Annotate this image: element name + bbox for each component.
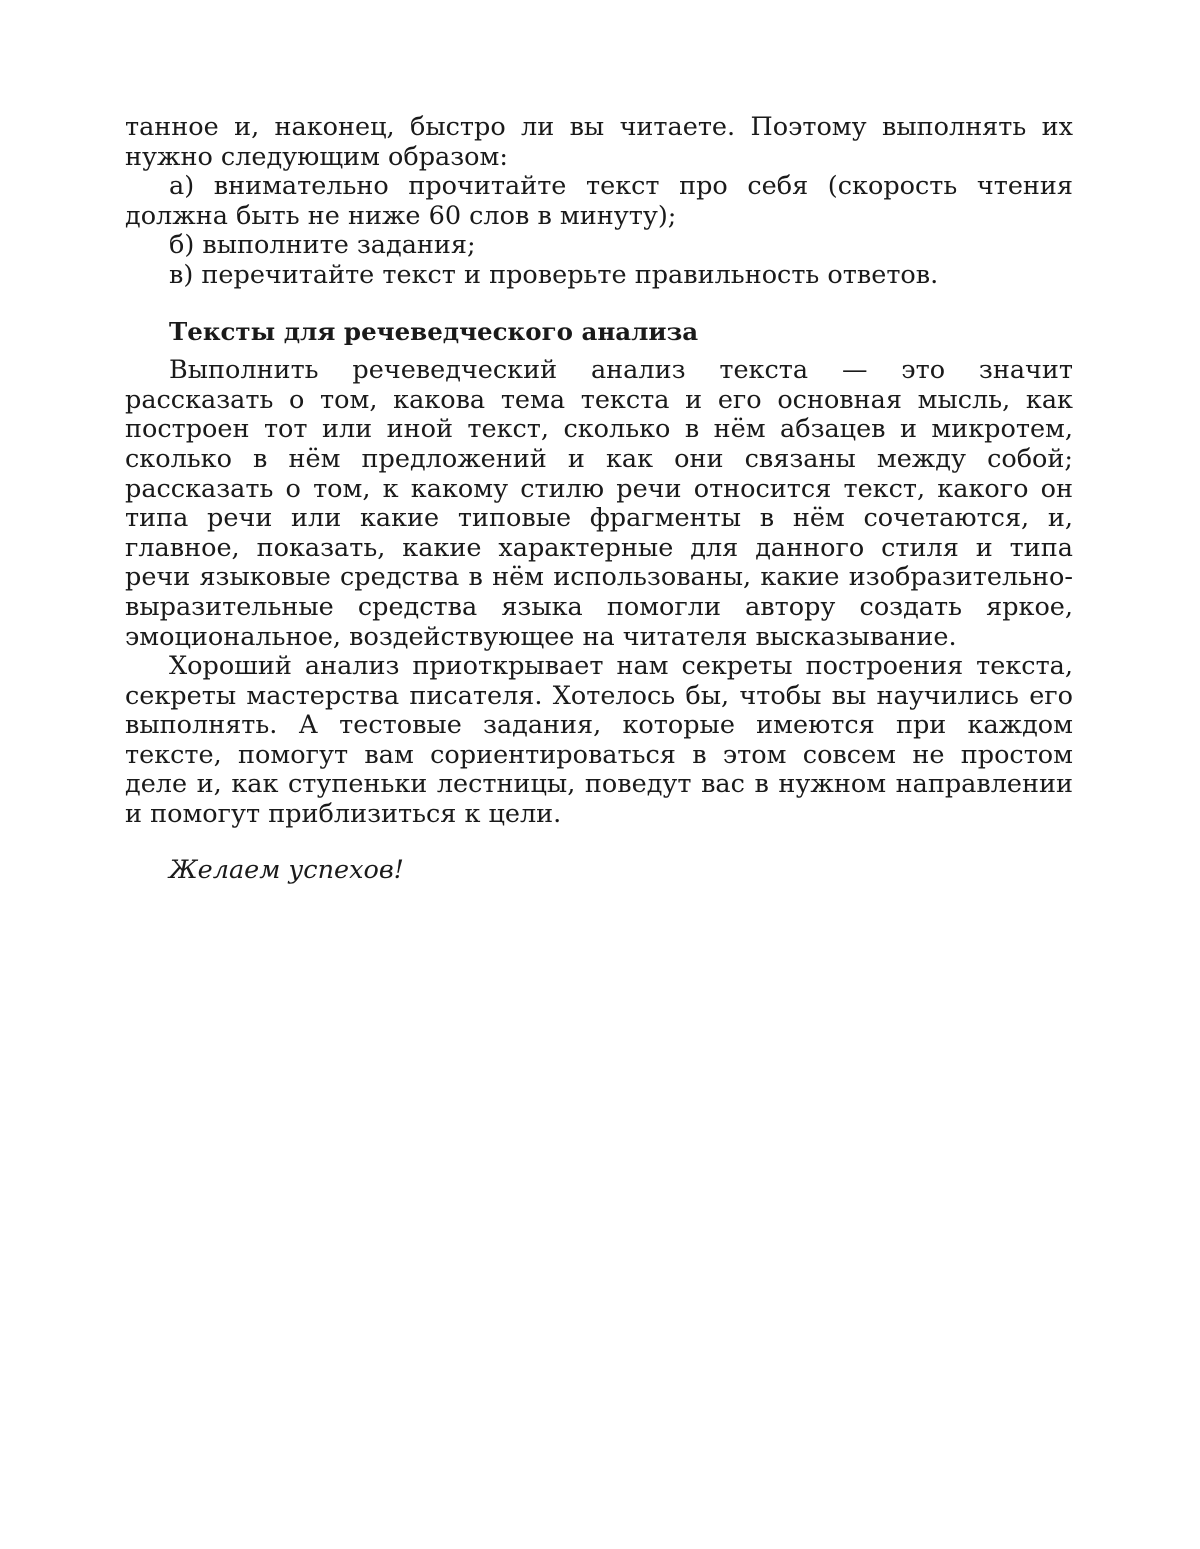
closing-wish: Желаем успехов! bbox=[169, 854, 404, 885]
section-paragraph-1: Выполнить речеведческий анализ текста — это значит рассказать о том, какова тема текста и его основная мысль, как построен тот или иной текст, сколько в нём абзацев и микротем, сколько в нём предложений и как они связаны между собой; рассказать о том, к какому стилю речи относится текст, какого он типа речи или какие типовые фрагменты в нём сочетаются, и, главное, показать, какие характерные для данного стиля и типа речи языковые средства в нём использованы, какие изобразительно-выразительные средства языка помогли автору создать яркое, эмоциональное, воздействующее на читателя высказывание. bbox=[125, 355, 1073, 652]
section-heading: Тексты для речеведческого анализа bbox=[169, 316, 699, 346]
step-a: а) внимательно прочитайте текст про себя (скорость чтения должна быть не ниже 60 слов в минуту); bbox=[125, 171, 1073, 231]
intro-paragraph: танное и, наконец, быстро ли вы читаете. Поэтому выполнять их нужно следующим образом: bbox=[125, 112, 1073, 172]
step-c: в) перечитайте текст и проверьте правильность ответов. bbox=[169, 259, 939, 290]
page-body bbox=[125, 113, 1073, 885]
step-b: б) выполните задания; bbox=[169, 230, 476, 261]
section-paragraph-2: Хороший анализ приоткрывает нам секреты построения текста, секреты мастерства писателя. Хотелось бы, чтобы вы научились его выполнять. А тестовые задания, которые имеются при каждом тексте, помогут вам сориентироваться в этом совсем не простом деле и, как ступеньки лестницы, поведут вас в нужном направлении и помогут приблизиться к цели. bbox=[125, 651, 1073, 830]
